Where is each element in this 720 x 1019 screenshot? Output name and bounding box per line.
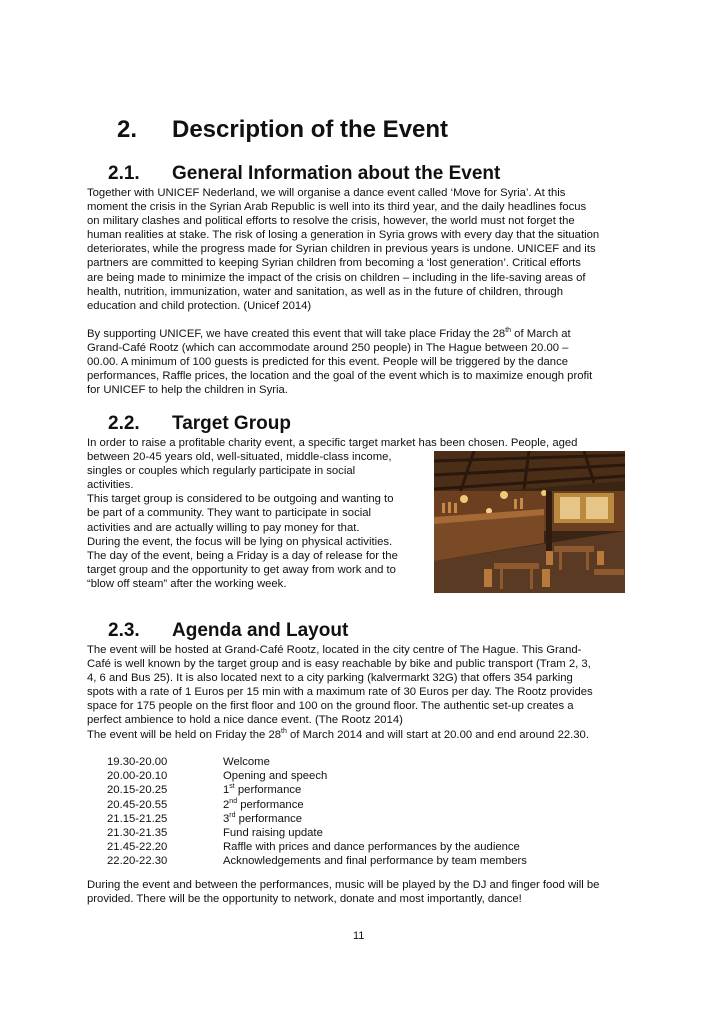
- text-line: deteriorates, while the progress made for Syrian children in previous years is undone. UNICEF and its: [87, 243, 596, 256]
- text-line: health, nutrition, immunization, water and sanitation, as well as in the future of children, through: [87, 285, 563, 298]
- text-line: Café is well known by the target group and is easy reachable by bike and public transport (Tram 2, 3,: [87, 658, 591, 671]
- text-line: activities.: [87, 479, 134, 492]
- section-number: 2.1.: [108, 163, 140, 184]
- agenda-time: 20.15-20.25: [107, 784, 168, 797]
- text-line: provided. There will be the opportunity to network, donate and most importantly, dance!: [87, 893, 522, 906]
- agenda-row: [107, 840, 527, 854]
- text-line: The day of the event, being a Friday is a day of release for the: [87, 549, 398, 562]
- text-line: activities and are actually willing to pay money for that.: [87, 521, 360, 534]
- text-line: 4, 6 and Bus 25). It is also located next to a city parking (kalvermarkt 32G) that offers 354 parking: [87, 672, 573, 685]
- agenda-list: [107, 755, 527, 869]
- text-line: singles or couples which regularly participate in social: [87, 465, 356, 478]
- text-line: for UNICEF to help the children in Syria.: [87, 384, 288, 397]
- agenda-row: [107, 854, 527, 868]
- text-line: moment the crisis in the Syrian Arab Republic is well into its third year, and the daily headlines focus: [87, 201, 587, 214]
- agenda-time: 19.30-20.00: [107, 756, 168, 768]
- cafe-interior-photo: [434, 451, 625, 593]
- heading-number: 2.: [117, 116, 138, 143]
- agenda-row: [107, 826, 527, 840]
- text-line: perfect ambience to hold a nice dance event. (The Rootz 2014): [87, 714, 403, 727]
- text-line: on military clashes and political efforts to resolve the crisis, however, the world must not forget the: [87, 215, 575, 228]
- text-line: 00.00. A minimum of 100 guests is predicted for this event. People will be triggered by the dance: [87, 356, 569, 369]
- text-line: education and child protection. (Unicef 2014): [87, 299, 312, 312]
- agenda-item: Fund raising update: [223, 827, 323, 840]
- agenda-time: 20.00-20.10: [107, 770, 168, 783]
- text-line: This target group is considered to be outgoing and wanting to: [87, 493, 394, 506]
- general-info-paragraph: [87, 186, 639, 313]
- text-line: spots with a rate of 1 Euros per 15 min with a maximum rate of 30 Euros per day. The Rootz provides: [87, 686, 593, 699]
- agenda-item: 3: [223, 812, 230, 825]
- agenda-row: [107, 769, 527, 783]
- heading-general-information: [108, 163, 500, 185]
- text-line: partners are committed to keeping Syrian children from becoming a ‘lost generation’. Critical efforts: [87, 257, 581, 270]
- agenda-row: 20.15-20.25 1st performance: [107, 783, 302, 797]
- text-line: The event will be hosted at Grand-Café Rootz, located in the city centre of The Hague. This Grand-: [87, 644, 582, 656]
- section-title: Agenda and Layout: [172, 620, 349, 641]
- text-line: be part of a community. They want to participate in social: [87, 507, 372, 520]
- text-line: In order to raise a profitable charity event, a specific target market has been chosen. People, aged: [87, 437, 578, 449]
- agenda-item: Raffle with prices and dance performances by the audience: [223, 841, 520, 854]
- agenda-item: 1: [223, 784, 230, 797]
- heading-agenda-and-layout: [108, 620, 348, 642]
- agenda-item: Opening and speech: [223, 770, 328, 783]
- agenda-layout-paragraph: [87, 643, 639, 742]
- section-title: General Information about the Event: [172, 163, 501, 184]
- section-number: 2.2.: [108, 413, 140, 434]
- agenda-time: 21.15-21.25: [107, 812, 168, 825]
- agenda-row: [107, 755, 527, 769]
- text-line: performances, Raffle prices, the location and the goal of the event which is to maximize enough profit: [87, 370, 593, 383]
- heading-title: Description of the Event: [172, 116, 449, 143]
- text-line: Grand-Café Rootz (which can accommodate around 250 people) in The Hague between 20.00 –: [87, 342, 569, 355]
- text-line: target group and the opportunity to get away from work and to: [87, 563, 396, 576]
- section-number: 2.3.: [108, 620, 140, 641]
- agenda-time: 20.45-20.55: [107, 798, 168, 811]
- text-line: By supporting UNICEF, we have created this event that will take place Friday the 28th of March at: [87, 327, 571, 340]
- text-line: Together with UNICEF Nederland, we will organise a dance event called ‘Move for Syria’. At this: [87, 187, 566, 199]
- section-title: Target Group: [172, 413, 291, 434]
- text-line: human realities at stake. The risk of losing a generation in Syria grows with every day that the situation: [87, 229, 600, 242]
- heading-description-of-event: [117, 116, 448, 144]
- text-line: The event will be held on Friday the 28th of March 2014 and will start at 20.00 and end around 22.30.: [87, 727, 589, 741]
- text-line: “blow off steam” after the working week.: [87, 577, 287, 590]
- text-line: are being made to minimize the impact of the crisis on children – including in the life-saving areas of: [87, 271, 586, 284]
- page-number: 11: [353, 930, 365, 942]
- closing-paragraph: [87, 878, 639, 906]
- text-line: During the event and between the performances, music will be played by the DJ and finger food will be: [87, 879, 600, 891]
- heading-target-group: [108, 413, 291, 435]
- agenda-row: 21.15-21.25 3rd performance: [107, 812, 303, 825]
- agenda-row: 20.45-20.55 2nd performance: [107, 797, 304, 811]
- text-line: During the event, the focus will be lying on physical activities.: [87, 535, 393, 548]
- support-paragraph: [87, 327, 639, 397]
- text-line: between 20-45 years old, well-situated, middle-class income,: [87, 451, 392, 464]
- agenda-time: 21.30-21.35: [107, 827, 168, 840]
- agenda-time: 21.45-22.20: [107, 841, 168, 854]
- agenda-item: Welcome: [223, 756, 270, 768]
- agenda-item: 2: [223, 798, 230, 811]
- text-line: space for 175 people on the first floor and 100 on the ground floor. The authentic set-up creates a: [87, 700, 574, 713]
- agenda-item: Acknowledgements and final performance by team members: [223, 855, 527, 868]
- agenda-time: 22.20-22.30: [107, 855, 168, 868]
